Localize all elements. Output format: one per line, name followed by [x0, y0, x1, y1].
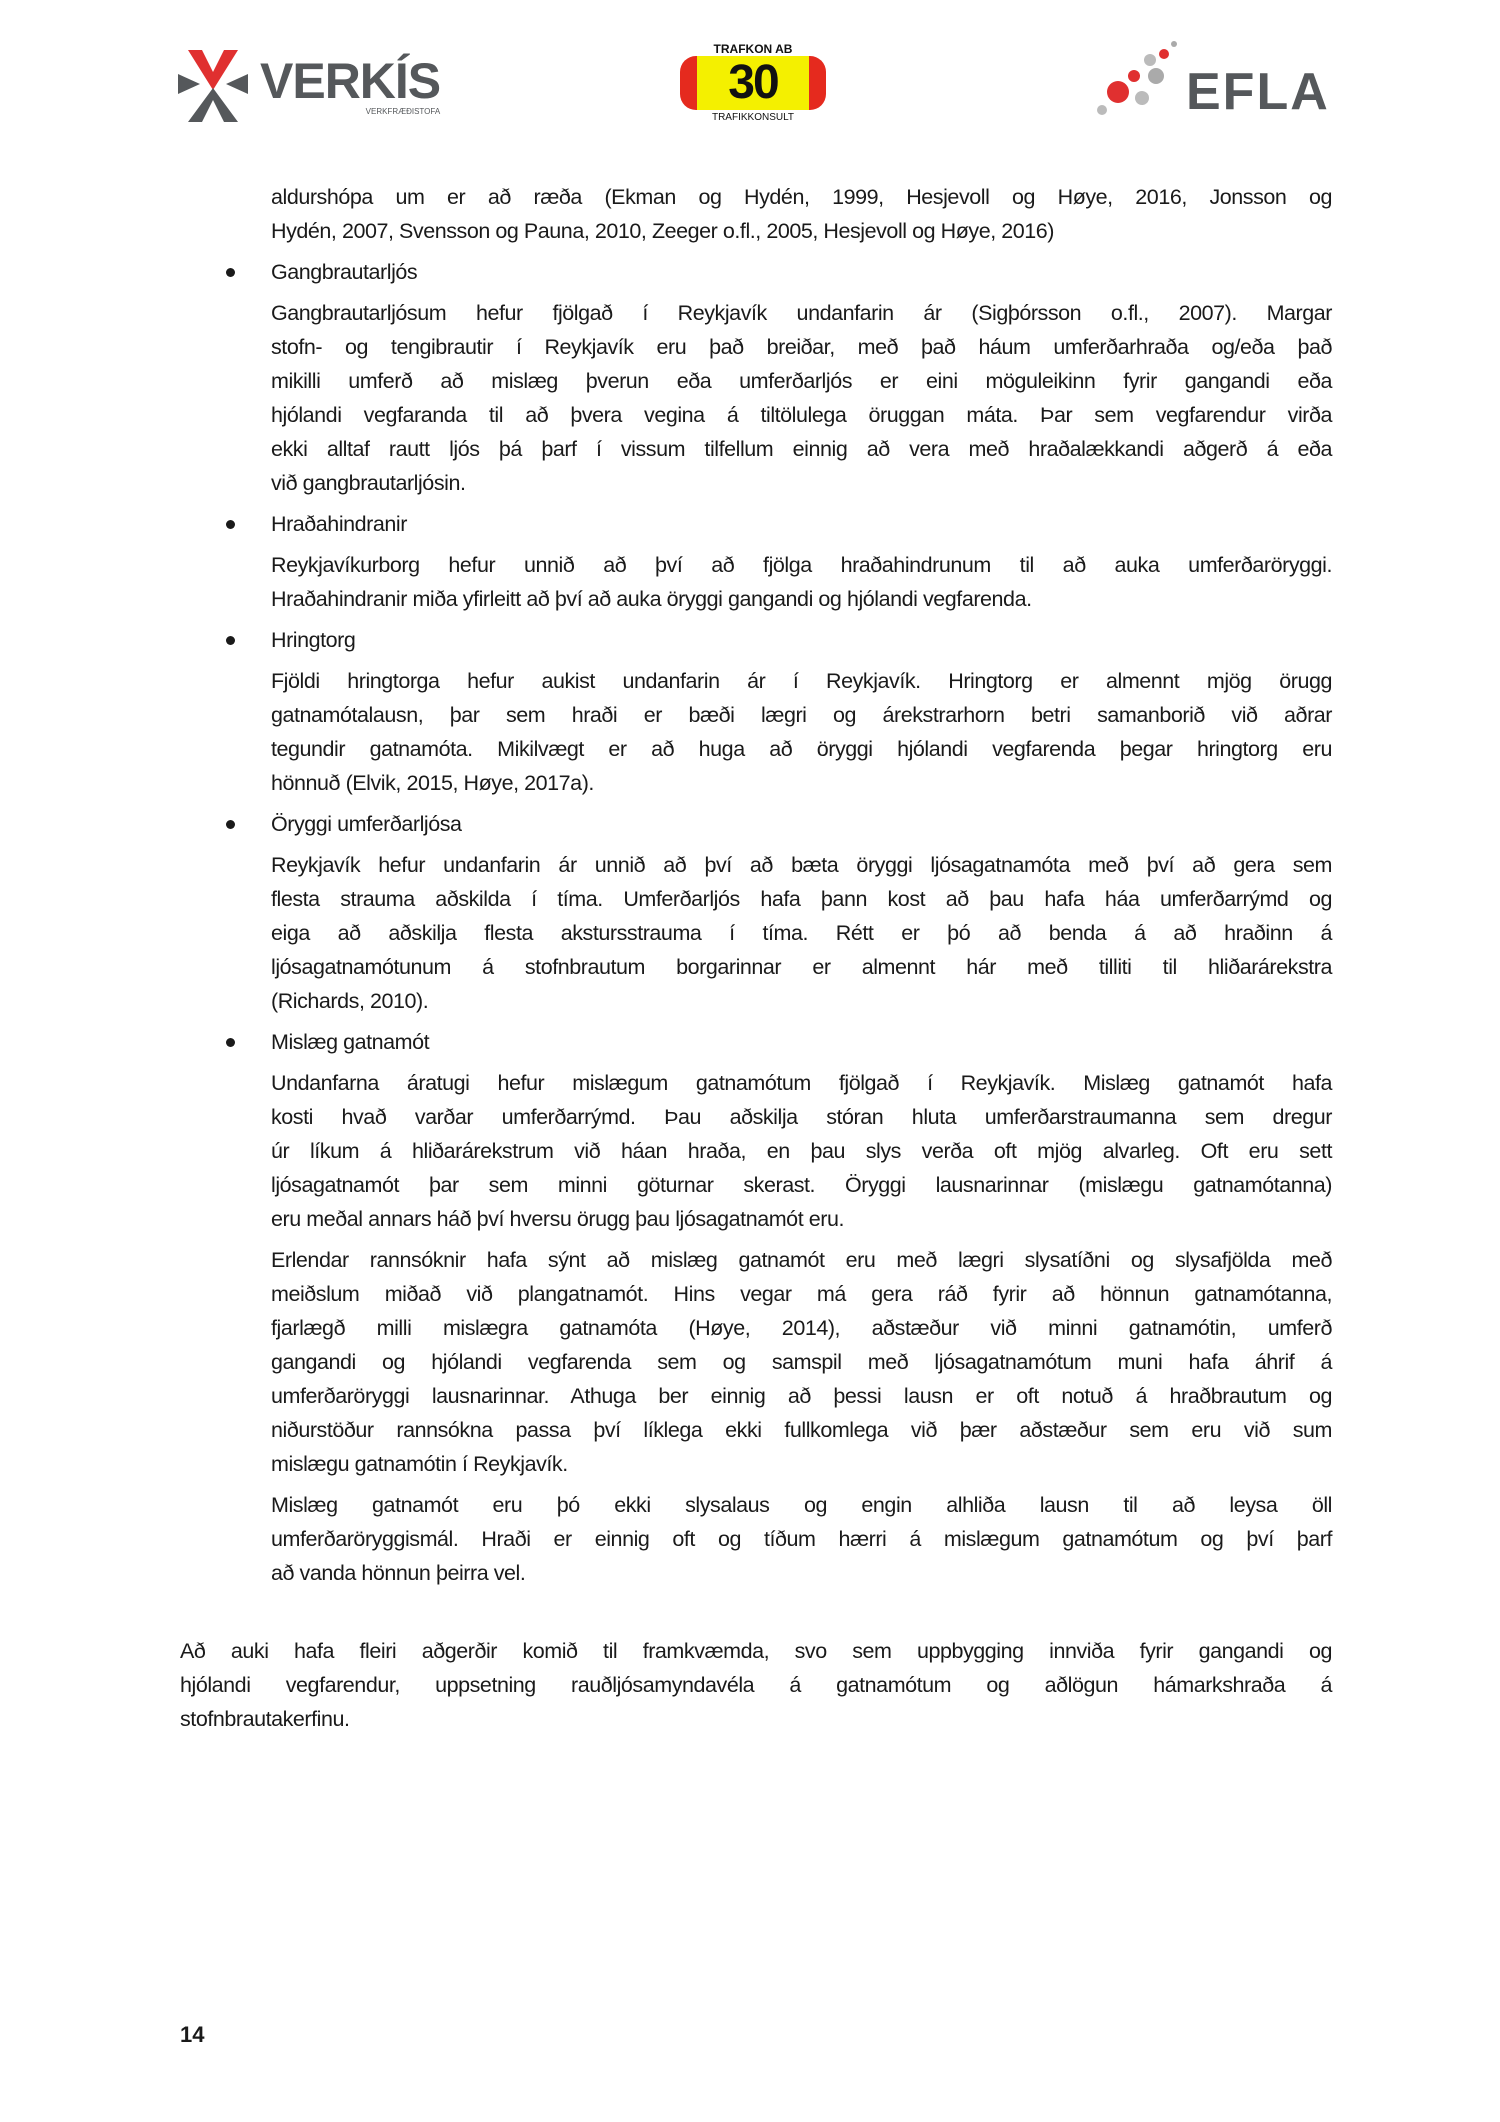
text-line: Mislæg gatnamót eru þó ekki slysalaus og engin alhliða lausn til að leysa öll — [271, 1493, 1332, 1517]
text-line: að vanda hönnun þeirra vel. — [271, 1561, 526, 1585]
text-line: kosti hvað varðar umferðarrýmd. Þau aðskilja stóran hluta umferðarstraumanna sem dregur — [271, 1105, 1332, 1129]
text-line: hjólandi vegfaranda til að þvera vegina á tiltölulega öruggan máta. Þar sem vegfarendur virða — [271, 403, 1332, 427]
text-line: Að auki hafa fleiri aðgerðir komið til framkvæmda, svo sem uppbygging innviða fyrir gangandi og — [180, 1639, 1332, 1663]
section-paragraph — [271, 1066, 1332, 1236]
page-number: 14 — [180, 2022, 205, 2047]
intro-paragraph — [271, 180, 1332, 248]
text-line: ljósagatnamót þar sem minni göturnar skerast. Öryggi lausnarinnar (mislægu gatnamótanna) — [271, 1173, 1332, 1197]
text-line: mikilli umferð að mislæg þverun eða umferðarljós er eini möguleikinn fyrir gangandi eða — [271, 369, 1332, 393]
section-paragraph — [271, 1488, 1332, 1590]
section-paragraph — [271, 548, 1332, 616]
text-line: (Richards, 2010). — [271, 989, 429, 1013]
text-line: Reykjavíkurborg hefur unnið að því að fjölga hraðahindrunum til að auka umferðaröryggi. — [271, 553, 1332, 577]
text-line: Fjöldi hringtorga hefur aukist undanfarin ár í Reykjavík. Hringtorg er almennt mjög örugg — [271, 669, 1332, 693]
text-line: Reykjavík hefur undanfarin ár unnið að því að bæta öryggi ljósagatnamóta með því að gera sem — [271, 853, 1332, 877]
text-line: meiðslum miðað við plangatnamót. Hins vegar má gera ráð fyrir að hönnun gatnamótanna, — [271, 1282, 1332, 1306]
bullet-icon — [226, 636, 235, 645]
text-line: stofnbrautakerfinu. — [180, 1707, 350, 1731]
bullet-item — [271, 623, 1332, 657]
trafkon-logo — [678, 42, 828, 124]
verkis-logo-subtitle: VERKFRÆÐISTOFA — [365, 107, 441, 116]
text-line: úr líkum á hliðarárekstrum við háan hraða, en þau slys verða oft mjög alvarleg. Oft eru sett — [271, 1139, 1332, 1163]
bullet-title: Hraðahindranir — [271, 512, 407, 536]
efla-dots-icon — [1094, 40, 1180, 120]
bullet-title: Gangbrautarljós — [271, 260, 418, 284]
trafkon-logo-name: TRAFKON AB — [713, 42, 793, 56]
document-body — [180, 180, 1332, 1736]
bullet-title: Mislæg gatnamót — [271, 1030, 430, 1054]
text-line: eru meðal annars háð því hversu örugg þau ljósagatnamót eru. — [271, 1207, 844, 1231]
text-line: Undanfarna áratugi hefur mislægum gatnamótum fjölgað í Reykjavík. Mislæg gatnamót hafa — [271, 1071, 1332, 1095]
text-line: Erlendar rannsóknir hafa sýnt að mislæg gatnamót eru með lægri slysatíðni og slysafjölda með — [271, 1248, 1332, 1272]
text-line: aldurshópa um er að ræða (Ekman og Hydén, 1999, Hesjevoll og Høye, 2016, Jonsson og — [271, 185, 1332, 209]
text-line: mislægu gatnamótin í Reykjavík. — [271, 1452, 568, 1476]
efla-logo — [1094, 40, 1330, 120]
bullet-icon — [226, 520, 235, 529]
bullet-item — [271, 255, 1332, 289]
text-line: ljósagatnamótunum á stofnbrautum borgarinnar er almennt hár með tilliti til hliðarárekstra — [271, 955, 1332, 979]
trafkon-badge — [680, 56, 826, 110]
verkis-logo-name: VERKÍS — [260, 53, 441, 109]
efla-logo-name: EFLA — [1186, 63, 1330, 121]
bullet-item — [271, 1025, 1332, 1059]
section-paragraph — [271, 664, 1332, 800]
closing-paragraph — [180, 1634, 1332, 1736]
trafkon-logo-number: 30 — [728, 56, 778, 109]
bullet-title: Hringtorg — [271, 628, 356, 652]
bullet-title: Öryggi umferðarljósa — [271, 812, 462, 836]
text-line: niðurstöður rannsókna passa því líklega ekki fullkomlega við þær aðstæður sem eru við sum — [271, 1418, 1332, 1442]
section-paragraph — [271, 848, 1332, 1018]
verkis-logo — [176, 46, 440, 126]
trafkon-logo-subtitle: TRAFIKKONSULT — [711, 112, 795, 123]
text-line: umferðaröryggismál. Hraði er einnig oft og tíðum hærri á mislægum gatnamótum og því þarf — [271, 1527, 1332, 1551]
text-line: stofn- og tengibrautir í Reykjavík eru það breiðar, með það háum umferðarhraða og/eða það — [271, 335, 1332, 359]
text-line: ekki alltaf rautt ljós þá þarf í vissum tilfellum einnig að vera með hraðalækkandi aðgerð á eða — [271, 437, 1332, 461]
text-line: Hydén, 2007, Svensson og Pauna, 2010, Zeeger o.fl., 2005, Hesjevoll og Høye, 2016) — [271, 219, 1055, 243]
text-line: hönnuð (Elvik, 2015, Høye, 2017a). — [271, 771, 594, 795]
text-line: tegundir gatnamóta. Mikilvægt er að huga að öryggi hjólandi vegfarenda þegar hringtorg eru — [271, 737, 1332, 761]
text-line: gangandi og hjólandi vegfarenda sem og samspil með ljósagatnamótum muni hafa áhrif á — [271, 1350, 1332, 1374]
text-line: Hraðahindranir miða yfirleitt að því að auka öryggi gangandi og hjólandi vegfarenda. — [271, 587, 1032, 611]
bullet-icon — [226, 268, 235, 277]
text-line: hjólandi vegfarendur, uppsetning rauðljósamyndavéla á gatnamótum og aðlögun hámarkshraða á — [180, 1673, 1332, 1697]
sections — [180, 255, 1332, 1590]
text-line: eiga að aðskilja flesta akstursstrauma í tíma. Rétt er þó að benda á að hraðinn á — [271, 921, 1332, 945]
text-line: gatnamótalausn, þar sem hraði er bæði lægri og árekstrarhorn betri samanborið við aðrar — [271, 703, 1332, 727]
verkis-mark-icon — [176, 46, 250, 126]
text-line: fjarlægð milli mislægra gatnamóta (Høye, 2014), aðstæður við minni gatnamótin, umferð — [271, 1316, 1332, 1340]
text-line: Gangbrautarljósum hefur fjölgað í Reykjavík undanfarin ár (Sigþórsson o.fl., 2007). Margar — [271, 301, 1332, 325]
text-line: við gangbrautarljósin. — [271, 471, 466, 495]
section-paragraph — [271, 1243, 1332, 1481]
bullet-icon — [226, 820, 235, 829]
bullet-item — [271, 807, 1332, 841]
section-paragraph — [271, 296, 1332, 500]
text-line: umferðaröryggi lausnarinnar. Athuga ber einnig að þessi lausn er oft notuð á hraðbrautum og — [271, 1384, 1332, 1408]
text-line: flesta strauma aðskilda í tíma. Umferðarljós hafa þann kost að þau hafa háa umferðarrýmd og — [271, 887, 1332, 911]
bullet-icon — [226, 1038, 235, 1047]
bullet-item — [271, 507, 1332, 541]
